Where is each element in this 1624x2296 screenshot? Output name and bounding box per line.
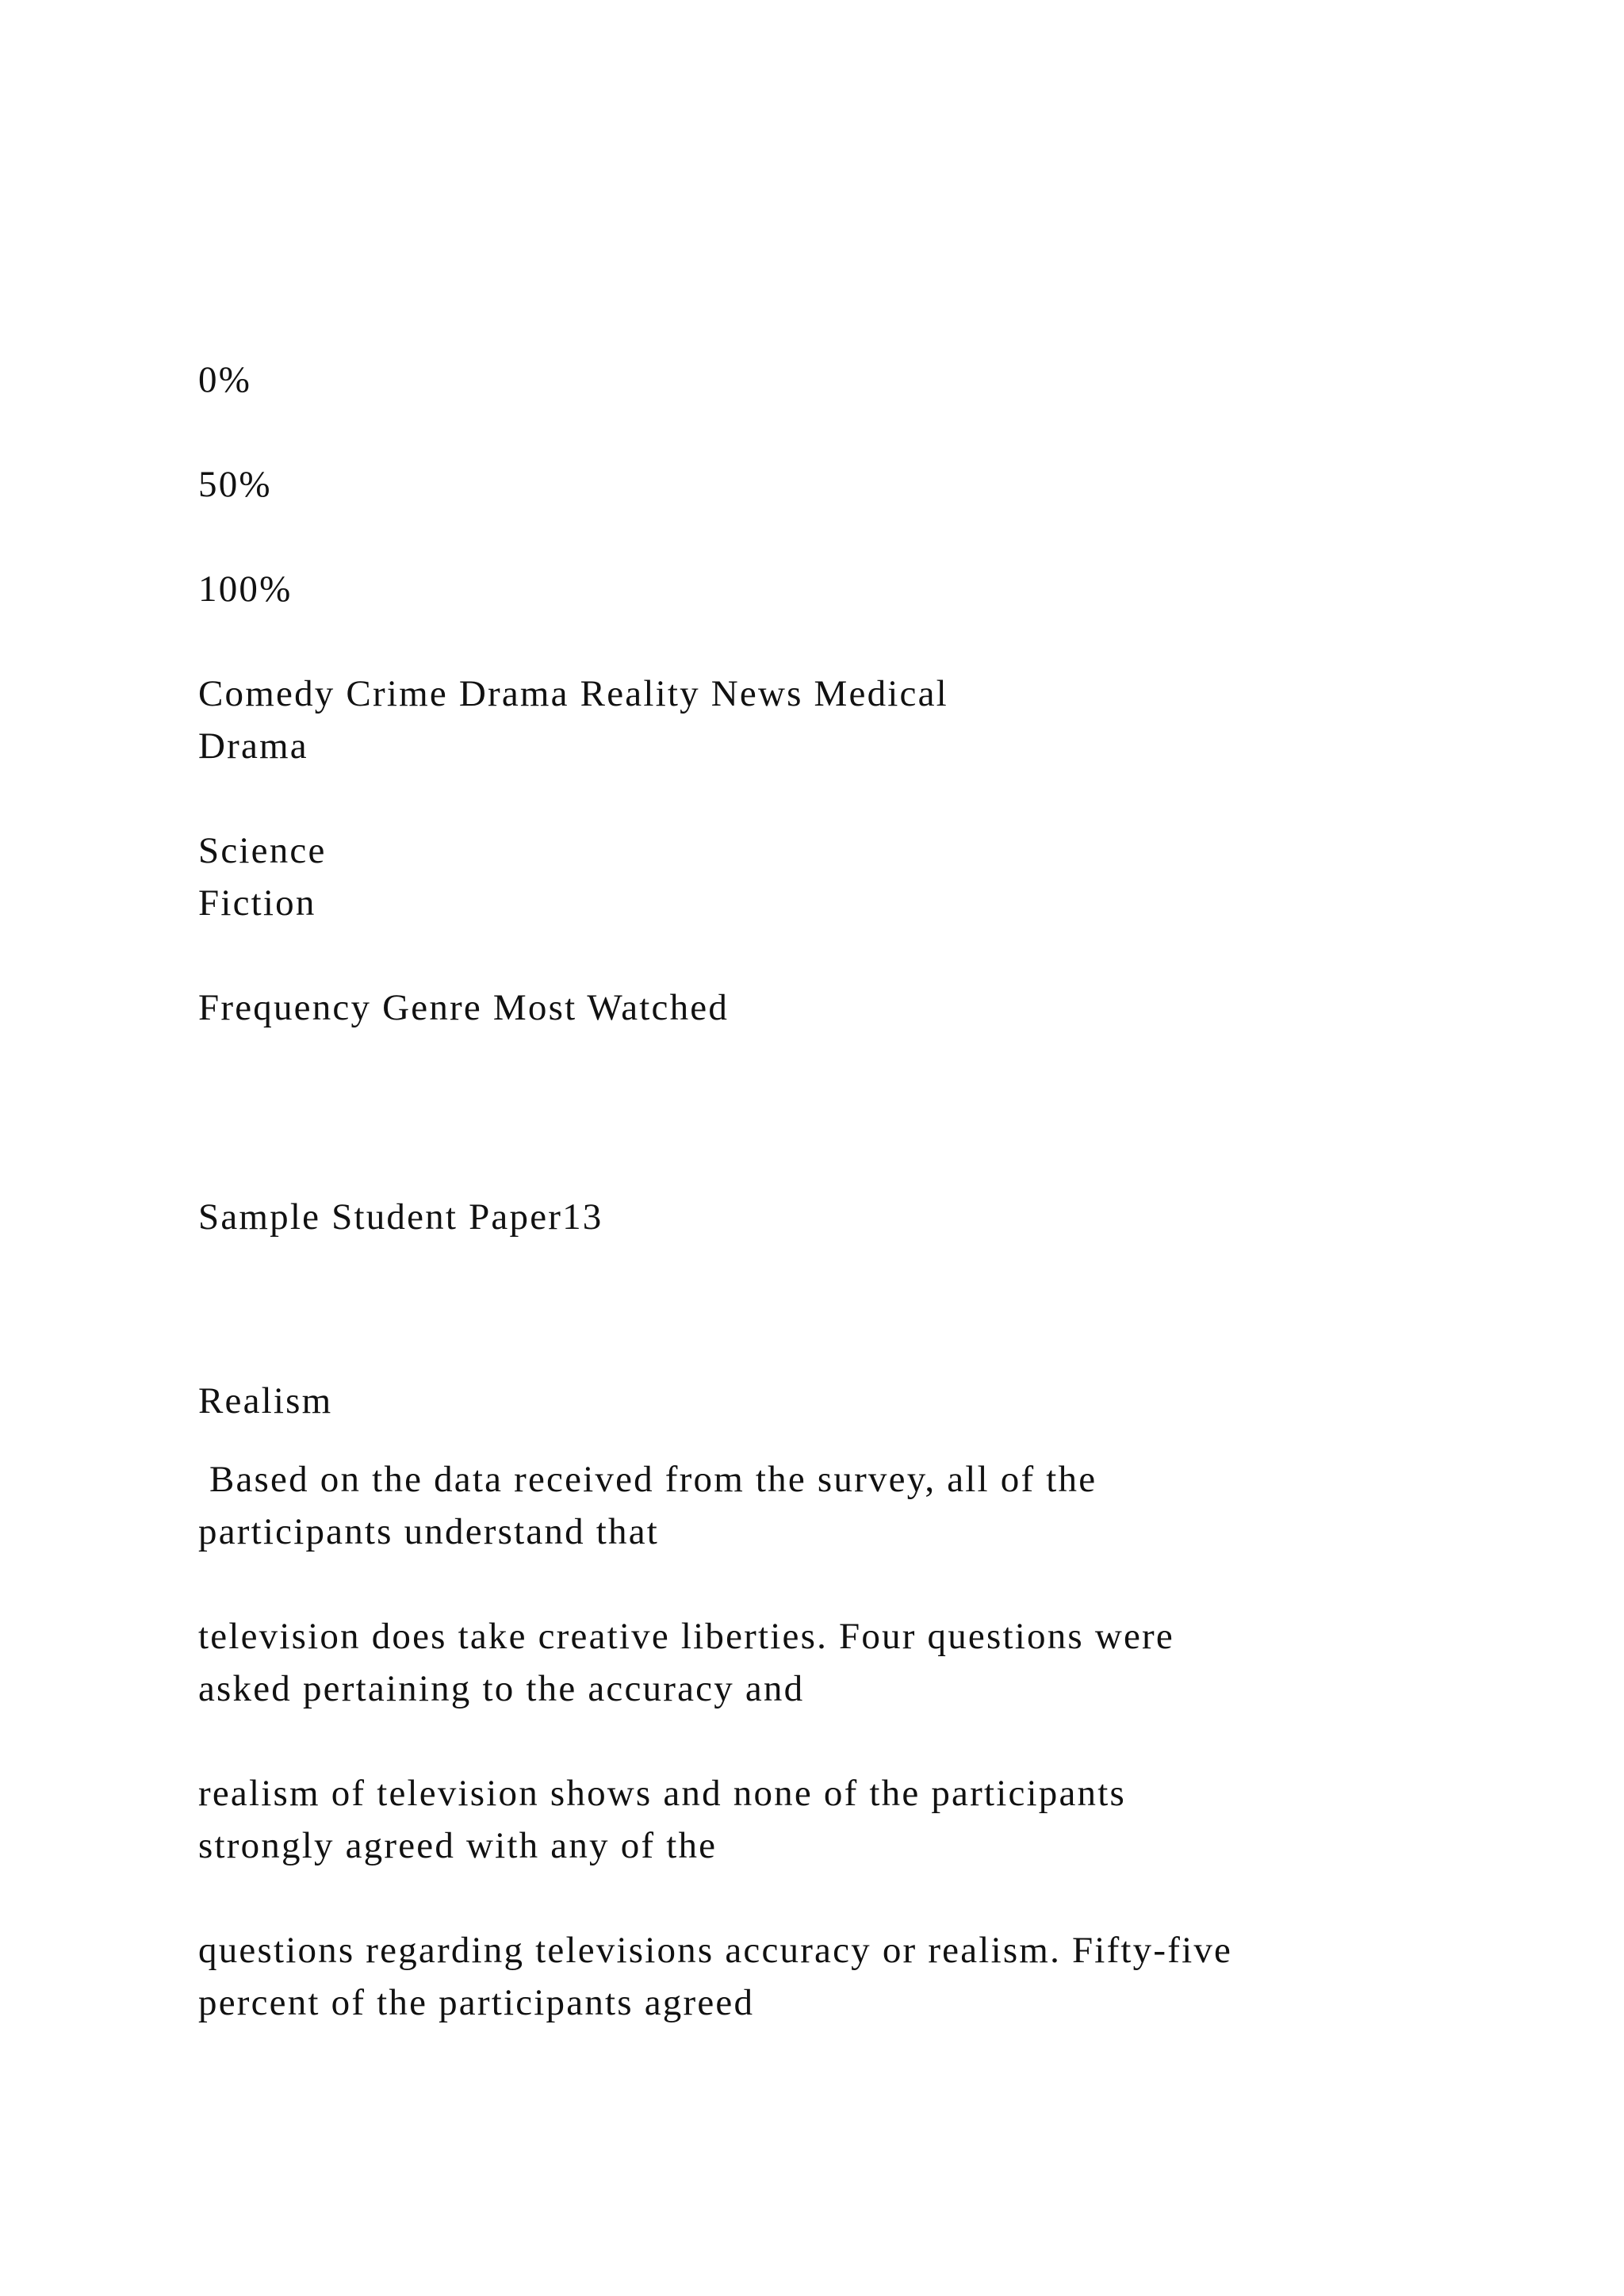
category-science-fiction bbox=[198, 825, 327, 929]
category-fiction-line: Fiction bbox=[198, 882, 316, 924]
paragraph-2 bbox=[198, 1610, 1174, 1715]
category-labels bbox=[198, 668, 948, 772]
paragraph-4-line-2: percent of the participants agreed bbox=[198, 1982, 755, 2023]
paragraph-1-line-1: Based on the data received from the survey, all of the bbox=[198, 1459, 1097, 1500]
section-heading: Realism bbox=[198, 1380, 333, 1422]
paragraph-3 bbox=[198, 1767, 1126, 1872]
paragraph-4-line-1: questions regarding televisions accuracy or realism. Fifty-five bbox=[198, 1930, 1233, 1971]
axis-title: Frequency Genre Most Watched bbox=[198, 987, 730, 1028]
axis-tick-100: 100% bbox=[198, 568, 293, 610]
paragraph-1-line-2: participants understand that bbox=[198, 1511, 660, 1552]
axis-tick-50: 50% bbox=[198, 464, 272, 505]
axis-tick-0: 0% bbox=[198, 359, 252, 400]
running-head: Sample Student Paper13 bbox=[198, 1196, 603, 1238]
paragraph-1 bbox=[198, 1453, 1097, 1558]
paragraph-2-line-1: television does take creative liberties. Four questions were bbox=[198, 1616, 1174, 1657]
paragraph-4 bbox=[198, 1924, 1232, 2029]
paragraph-3-line-2: strongly agreed with any of the bbox=[198, 1825, 718, 1866]
paragraph-3-line-1: realism of television shows and none of the participants bbox=[198, 1773, 1127, 1814]
category-science-line: Science bbox=[198, 830, 327, 871]
category-labels-line-1: Comedy Crime Drama Reality News Medical bbox=[198, 673, 948, 714]
category-labels-line-2: Drama bbox=[198, 725, 308, 767]
paragraph-2-line-2: asked pertaining to the accuracy and bbox=[198, 1668, 805, 1709]
